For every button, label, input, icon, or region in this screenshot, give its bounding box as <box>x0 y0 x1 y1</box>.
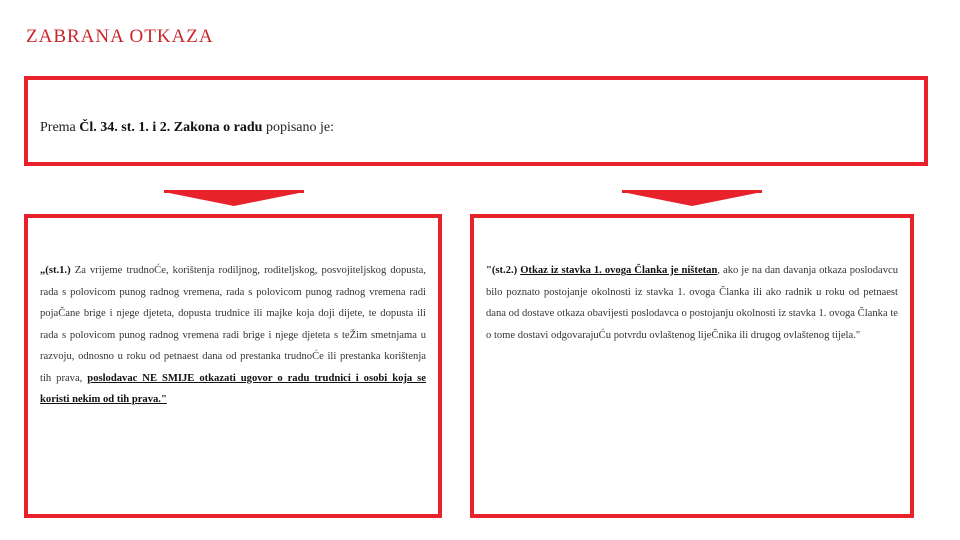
paragraph-1-emphasis: poslodavac NE SMIJE otkazati ugovor o radu trudnici i osobi koja se koristi nekim od tih prava." <box>40 372 427 405</box>
paragraph-1-text <box>40 260 426 411</box>
intro-text <box>40 120 334 136</box>
intro-law-reference: Čl. 34. st. 1. i 2. Zakona o radu <box>79 120 263 135</box>
intro-box <box>24 76 928 166</box>
arrow-bar-left <box>164 190 304 193</box>
paragraph-1-body: Za vrijeme trudnoĆe, korištenja rodiljnog, roditeljskog, posvojiteljskog dopusta, rada s polovicom punog radnog vremena, rada s polovicom punog radnog vremena radi pojaČane brige i njege djeteta, dopusta trudnice ili majke koja doji dijete, te dopusta ili rada s polovicom punog radnog vremena radi brige i njege djeteta s teŽim smetnjama u razvoju, odnosno u roku od petnaest dana od prestanka trudnoĆe ili prestanka korištenja tih prava, <box>40 265 426 384</box>
arrow-down-right <box>622 192 762 206</box>
paragraph-1-box <box>24 214 442 518</box>
paragraph-2-body: , ako je na dan davanja otkaza poslodavcu bilo poznato postojanje okolnosti iz stavka 1. ovoga Članka ili ako radnik u roku od petnaest dana od dostave otkaza obavijesti poslodavca o postojanju okolnosti iz stavka 1. ovoga Članka te o tome dostavi odgovarajuĆu potvrdu ovlaštenog lijeČnika ili drugog ovlaštenog tijela." <box>486 265 899 341</box>
paragraph-2-lead: "(st.2.) <box>486 265 518 276</box>
paragraph-1-lead: „(st.1.) <box>40 265 71 276</box>
paragraph-2-emphasis: Otkaz iz stavka 1. ovoga Članka je ništetan <box>520 265 718 276</box>
paragraph-2-box <box>470 214 914 518</box>
arrow-bar-right <box>622 190 762 193</box>
page-title: ZABRANA OTKAZA <box>26 26 214 47</box>
intro-suffix: popisano je: <box>262 120 335 135</box>
paragraph-2-text <box>486 260 898 346</box>
intro-prefix: Prema <box>40 120 80 135</box>
arrow-down-left <box>164 192 304 206</box>
